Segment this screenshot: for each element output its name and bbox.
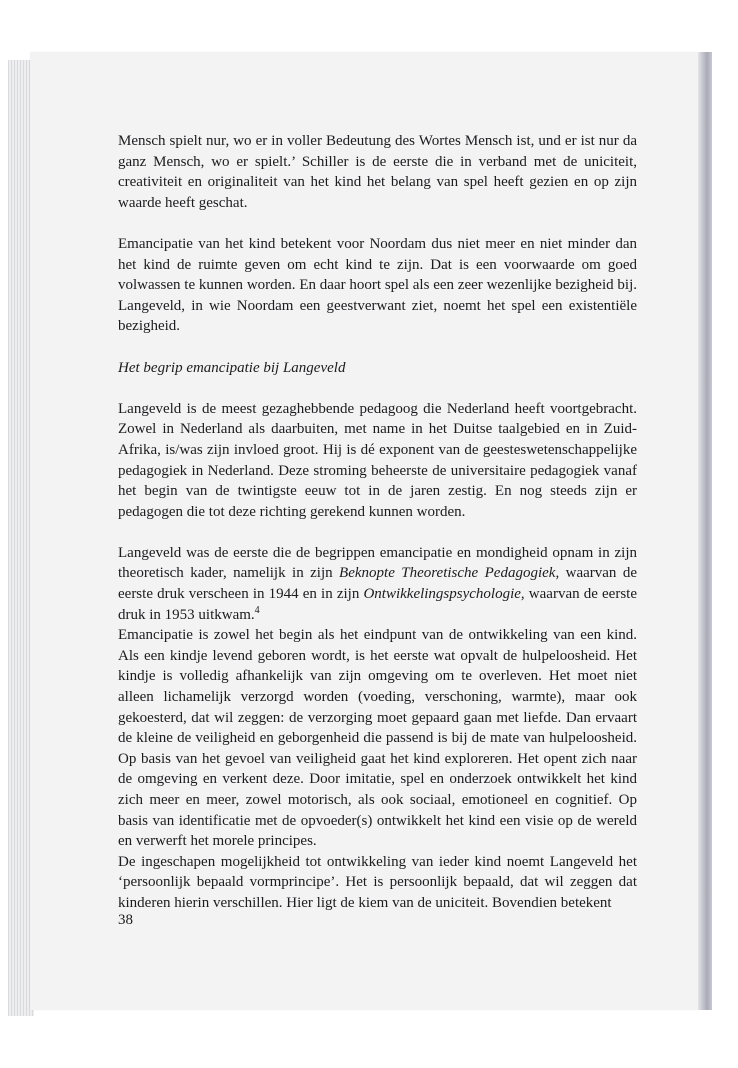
book-title: Ontwikkelingspsychologie: [363, 586, 521, 603]
paragraph-text: , waarvan de eerste druk verscheen in 1944 en in zijn: [118, 565, 637, 603]
body-text: [118, 131, 637, 914]
paragraph: Emancipatie van het kind betekent voor Noordam dus niet meer en niet minder dan het kind de ruimte geven om echt kind te zijn. Dat is een voorwaarde om goed volwassen te kunnen worden. En daar hoort spel als een zeer wezenlijke bezigheid bij. Langeveld, in wie Noordam een geestverwant ziet, noemt het spel een existentiële bezigheid.: [118, 235, 637, 335]
paragraph-text: Langeveld was de eerste die de begrippen emancipatie en mondigheid opnam in zijn theoretisch kader, namelijk in zijn: [118, 544, 637, 582]
paragraph: Langeveld is de meest gezaghebbende pedagoog die Nederland heeft voortgebracht. Zowel in Nederland als daarbuiten, met name in het Duitse taalgebied en in Zuid-Afrika, is/was zijn invloed groot. Hij is dé exponent van de geesteswetenschappelijke pedagogiek in Nederland. Deze stroming beheerste de universitaire pedagogiek vanaf het begin van de twintigste eeuw tot in de jaren zestig. En nog steeds zijn er pedagogen die tot deze richting gerekend kunnen worden.: [118, 400, 637, 520]
book-spine-shadow: [698, 52, 712, 1010]
paragraph: De ingeschapen mogelijkheid tot ontwikkeling van ieder kind noemt Langeveld het ‘persoonlijk bepaald vormprincipe’. Het is persoonlijk bepaald, dat wil zeggen dat kinderen hierin verschillen. Hier ligt de kiem van de uniciteit. Bovendien betekent: [118, 853, 637, 911]
book-title: Beknopte Theoretische Pedagogiek: [339, 565, 556, 582]
paragraph: Emancipatie is zowel het begin als het eindpunt van de ontwikkeling van een kind. Als een kindje levend geboren wordt, is het eerste wat opvalt de hulpeloosheid. Het kindje is volledig afhankelijk van zijn omgeving om te overleven. Het moet niet alleen lichamelijk verzorgd worden (voeding, verschoning, warmte), maar ook gekoesterd, dat wil zeggen: de verzorging moet gepaard gaan met liefde. Dan ervaart de kleine de veiligheid en geborgenheid die passend is bij de mate van hulpeloosheid. Op basis van het gevoel van veiligheid gaat het kind exploreren. Het opent zich naar de omgeving en verkent deze. Door imitatie, spel en onderzoek ontwikkelt het kind zich meer en meer, zowel motorisch, als ook sociaal, emotioneel en cognitief. Op basis van identificatie met de opvoeder(s) ontwikkelt het kind een visie op de wereld en verwerft het morele principes.: [118, 627, 637, 850]
footnote-reference: 4: [254, 604, 260, 616]
section-heading: Het begrip emancipatie bij Langeveld: [118, 359, 346, 376]
paragraph: [118, 543, 637, 625]
paragraph-text: , waarvan de eerste druk in 1953 uitkwam.: [118, 586, 637, 623]
paragraph: Mensch spielt nur, wo er in voller Bedeutung des Wortes Mensch ist, und er ist nur da ganz Mensch, wo er spielt.’ Schiller is de eerste die in verband met de uniciteit, creativiteit en originaliteit van het kind het belang van spel heeft gezien en op zijn waarde heeft geschat.: [118, 133, 637, 211]
page-number: 38: [118, 912, 133, 928]
